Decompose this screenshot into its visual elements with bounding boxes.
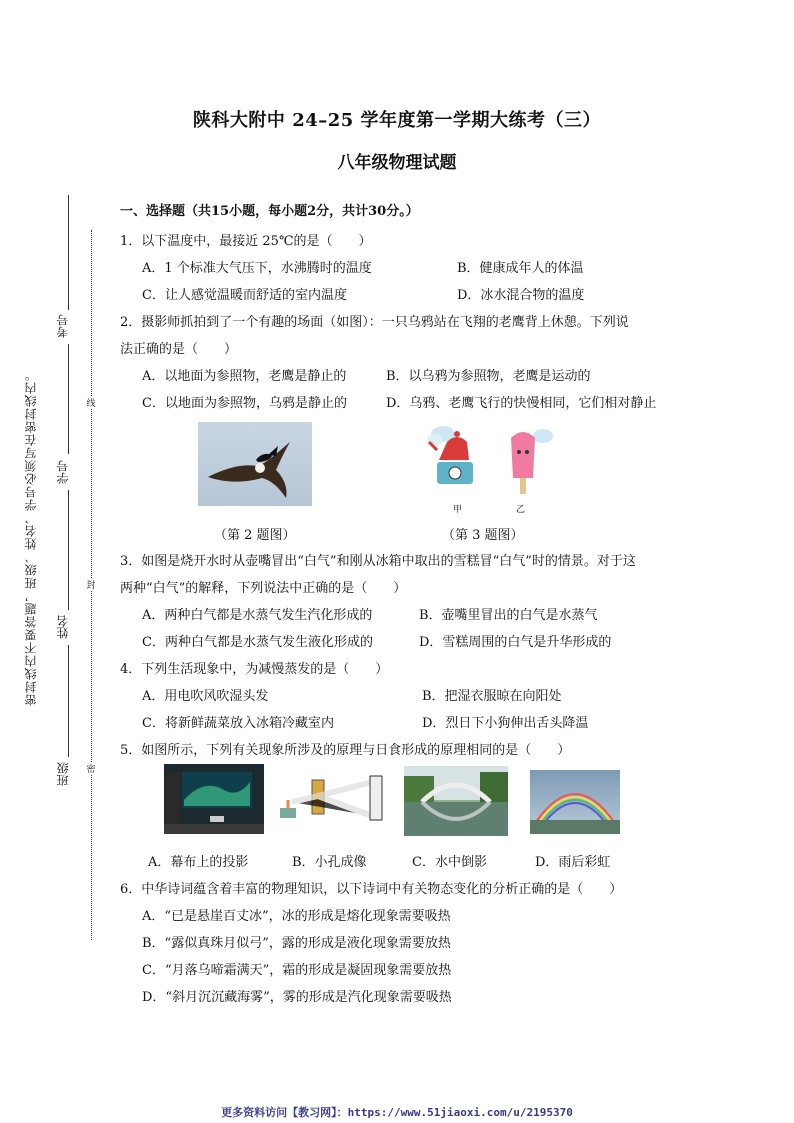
q3-stem-line1: 3．如图是烧开水时从壶嘴冒出“白气”和刚从冰箱中取出的雪糕冒“白气”时的情景。对于这 bbox=[120, 554, 636, 569]
q2-option-b: B．以乌鸦为参照物，老鹰是运动的 bbox=[386, 369, 591, 384]
seal-mark-secret: 密 bbox=[85, 762, 97, 775]
q5-option-d: D．雨后彩虹 bbox=[535, 855, 611, 870]
rainbow-image bbox=[530, 770, 620, 834]
q1-stem: 1．以下温度中，最接近 25℃的是（ ） bbox=[120, 234, 372, 249]
fig3-label-yi: 乙 bbox=[516, 505, 526, 515]
q1-option-a: A．1 个标准大气压下，水沸腾时的温度 bbox=[142, 261, 372, 276]
q2-stem-line1: 2．摄影师抓拍到了一个有趣的场面（如图）：一只乌鸦站在飞翔的老鹰背上休憩。下列说 bbox=[120, 315, 629, 330]
section-heading: 一、选择题（共15小题，每小题2分，共计30分。） bbox=[120, 204, 419, 219]
field-line-xuehao bbox=[68, 344, 69, 454]
seal-mark-seal: 封 bbox=[85, 578, 97, 591]
water-reflection-image bbox=[404, 766, 508, 836]
seal-notice: 密封线内不要答题，班级、姓名、学号必须写在密封线内。 bbox=[24, 368, 38, 706]
page-subtitle: 八年级物理试题 bbox=[337, 153, 457, 173]
projection-screen-image bbox=[164, 764, 264, 834]
field-label-xuehao: 学号 bbox=[56, 460, 70, 484]
footer-link[interactable]: 更多资料访问【教习网】：https://www.51jiaoxi.com/u/2195370 bbox=[221, 1106, 573, 1119]
q5-option-a: A．幕布上的投影 bbox=[148, 855, 249, 870]
fig2-caption: （第 2 题图） bbox=[214, 528, 296, 543]
q1-option-c: C．让人感觉温暖而舒适的室内温度 bbox=[142, 288, 347, 303]
q4-option-b: B．把湿衣服晾在向阳处 bbox=[422, 689, 562, 704]
q4-option-a: A．用电吹风吹湿头发 bbox=[142, 689, 269, 704]
pinhole-camera-image bbox=[278, 772, 390, 828]
q5-option-b: B．小孔成像 bbox=[292, 855, 367, 870]
q6-option-d: D．“斜月沉沉藏海雾”，雾的形成是汽化现象需要吸热 bbox=[142, 990, 452, 1005]
q6-option-a: A．“已是悬崖百丈冰”，冰的形成是熔化现象需要吸热 bbox=[142, 909, 451, 924]
q3-option-d: D．雪糕周围的白气是升华形成的 bbox=[419, 635, 612, 650]
field-line-banji bbox=[68, 645, 69, 757]
q2-option-d: D．乌鸦、老鹰飞行的快慢相同，它们相对静止 bbox=[386, 396, 657, 411]
q5-option-c: C．水中倒影 bbox=[412, 855, 487, 870]
q4-option-c: C．将新鲜蔬菜放入冰箱冷藏室内 bbox=[142, 716, 334, 731]
fig3-label-jia: 甲 bbox=[453, 505, 463, 515]
q3-stem-line2: 两种“白气”的解释，下列说法中正确的是（ ） bbox=[120, 581, 407, 596]
q4-stem: 4．下列生活现象中，为减慢蒸发的是（ ） bbox=[120, 662, 389, 677]
fig3-caption: （第 3 题图） bbox=[442, 528, 524, 543]
q1-option-d: D．冰水混合物的温度 bbox=[457, 288, 585, 303]
q3-option-b: B．壶嘴里冒出的白气是水蒸气 bbox=[419, 608, 598, 623]
page-title: 陕科大附中 24–25 学年度第一学期大练考（三） bbox=[192, 110, 602, 131]
q6-option-b: B．“露似真珠月似弓”，露的形成是液化现象需要放热 bbox=[142, 936, 451, 951]
field-line-xingming bbox=[68, 490, 69, 610]
q2-stem-line2: 法正确的是（ ） bbox=[120, 342, 238, 357]
q3-option-a: A．两种白气都是水蒸气发生汽化形成的 bbox=[142, 608, 373, 623]
field-label-xingming: 姓名 bbox=[56, 615, 70, 639]
q2-option-c: C．以地面为参照物，乌鸦是静止的 bbox=[142, 396, 347, 411]
field-label-banji: 班级 bbox=[56, 762, 70, 786]
field-label-kaohao: 考号 bbox=[56, 314, 70, 338]
q6-stem: 6．中华诗词蕴含着丰富的物理知识，以下诗词中有关物态变化的分析正确的是（ ） bbox=[120, 882, 623, 897]
q1-option-b: B．健康成年人的体温 bbox=[457, 261, 584, 276]
q2-option-a: A．以地面为参照物，老鹰是静止的 bbox=[142, 369, 347, 384]
kettle-popsicle-figure bbox=[425, 420, 555, 516]
q4-option-d: D．烈日下小狗伸出舌头降温 bbox=[422, 716, 589, 731]
q3-option-c: C．两种白气都是水蒸气发生液化形成的 bbox=[142, 635, 373, 650]
seal-mark-line: 线 bbox=[85, 396, 97, 409]
q6-option-c: C．“月落乌啼霜满天”，霜的形成是凝固现象需要放热 bbox=[142, 963, 452, 978]
eagle-crow-figure bbox=[198, 422, 312, 506]
field-line-kaohao bbox=[68, 195, 69, 310]
q5-stem: 5．如图所示，下列有关现象所涉及的原理与日食形成的原理相同的是（ ） bbox=[120, 743, 571, 758]
